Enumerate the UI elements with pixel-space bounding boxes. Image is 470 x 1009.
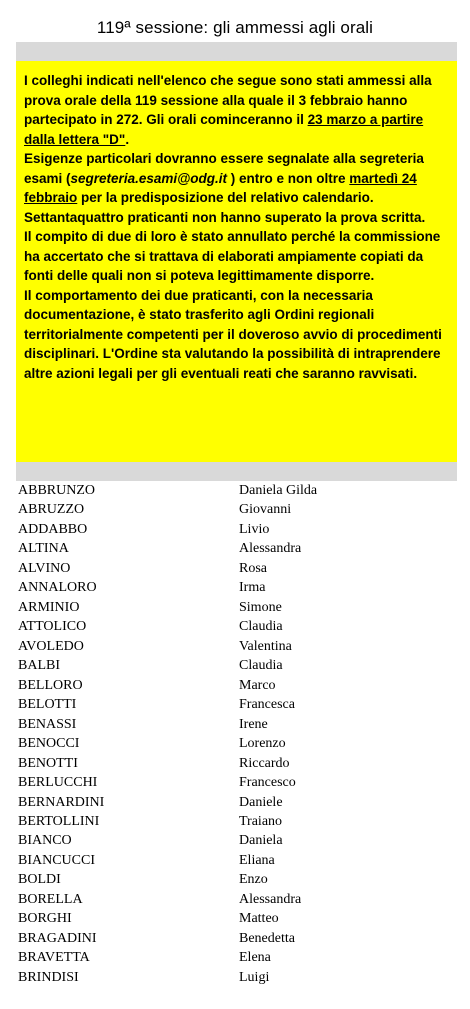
- list-item: [18, 598, 458, 617]
- first-name: Enzo: [239, 872, 268, 888]
- notice-box: [16, 61, 457, 462]
- notice-requests-text: Esigenze particolari dovranno essere segnalate alla segreteria esami (: [24, 151, 424, 186]
- first-name: Eliana: [239, 852, 275, 868]
- surname: BRAGADINI: [18, 930, 97, 946]
- first-name: Matteo: [239, 911, 279, 927]
- first-name: Elena: [239, 950, 271, 966]
- list-item: [18, 793, 458, 812]
- orals-start-date: 23 marzo a partire dalla lettera "D": [24, 112, 424, 147]
- surname: ARMINIO: [18, 599, 80, 615]
- list-item: [18, 890, 458, 909]
- surname: BIANCO: [18, 833, 72, 849]
- notice-admission-end: .: [125, 131, 130, 147]
- notice-paragraph-annulled: Il compito di due di loro è stato annullato perché la commissione ha accertato che si trattava di elaborati ampiamente copiati da fonti delle quali non si poteva legittimamente disporre.: [24, 229, 441, 283]
- first-name: Claudia: [239, 619, 283, 635]
- first-name: Giovanni: [239, 502, 292, 518]
- first-name: Marco: [239, 677, 276, 693]
- surname: BRAVETTA: [18, 950, 90, 966]
- list-item: [18, 773, 458, 792]
- surname: BORGHI: [18, 911, 72, 927]
- first-name: Livio: [239, 521, 270, 537]
- list-item: [18, 617, 458, 636]
- surname: ABBRUNZO: [18, 483, 96, 498]
- surname: BERLUCCHI: [18, 775, 98, 791]
- first-name: Luigi: [239, 969, 270, 985]
- surname: ATTOLICO: [18, 619, 87, 635]
- surname: BIANCUCCI: [18, 852, 96, 868]
- list-item: [18, 520, 458, 539]
- surname: BRINDISI: [18, 969, 79, 985]
- surname: BENOTTI: [18, 755, 78, 771]
- notice-admission-text: I colleghi indicati nell'elenco che segue sono stati ammessi alla prova orale della 119 sessione alla quale il 3 febbraio hanno partecipato in 272. Gli orali cominceranno il: [24, 73, 432, 127]
- notice-paragraph-requests: [24, 149, 449, 208]
- list-item: [18, 870, 458, 889]
- first-name: Francesca: [239, 697, 295, 713]
- first-name: Daniela: [239, 833, 283, 849]
- first-name: Lorenzo: [239, 736, 286, 752]
- surname: BELLORO: [18, 677, 83, 693]
- first-name: Irene: [239, 716, 268, 732]
- surname: BERTOLLINI: [18, 813, 100, 829]
- list-item: [18, 695, 458, 714]
- surname: BOLDI: [18, 872, 61, 888]
- secretariat-email-link[interactable]: segreteria.esami@odg.it: [70, 170, 228, 186]
- first-name: Alessandra: [239, 891, 302, 907]
- list-item: [18, 539, 458, 558]
- surname: BENASSI: [18, 716, 77, 732]
- first-name: Rosa: [239, 560, 267, 576]
- first-name: Riccardo: [239, 755, 290, 771]
- notice-requests-text-3: per la predisposizione del relativo calendario.: [77, 190, 374, 205]
- bottom-divider-bar: [16, 462, 457, 481]
- list-item: [18, 831, 458, 850]
- notice-paragraph-failed: Settantaquattro praticanti non hanno superato la prova scritta.: [24, 209, 426, 225]
- first-name: Alessandra: [239, 541, 302, 557]
- first-name: Irma: [239, 580, 266, 596]
- page-title: 119ª sessione: gli ammessi agli orali: [96, 18, 374, 37]
- surname: AVOLEDO: [18, 638, 84, 654]
- first-name: Francesco: [239, 775, 296, 791]
- top-divider-bar: [16, 42, 457, 61]
- surname: BALBI: [18, 658, 60, 674]
- surname: BERNARDINI: [18, 794, 105, 810]
- surname: BELOTTI: [18, 697, 77, 713]
- list-item: [18, 909, 458, 928]
- deadline-date: martedì 24 febbraio: [24, 170, 417, 205]
- list-item: [18, 754, 458, 773]
- surname: ALVINO: [18, 560, 71, 576]
- list-item: [18, 968, 458, 987]
- notice-requests-text-2: ) entro e non oltre: [227, 170, 350, 186]
- notice-paragraph-admission: [24, 71, 449, 149]
- admitted-list: [18, 481, 458, 987]
- first-name: Traiano: [239, 813, 283, 829]
- list-item: [18, 578, 458, 597]
- list-item: [18, 734, 458, 753]
- first-name: Daniele: [239, 794, 283, 810]
- list-item: [18, 715, 458, 734]
- first-name: Simone: [239, 599, 282, 615]
- notice-paragraph-disciplinary: Il comportamento dei due praticanti, con la necessaria documentazione, è stato trasferito agli Ordini regionali territorialmente competenti per il doveroso avvio di procedimenti disciplinari. L'Ordine sta valutando la possibilità di intraprendere altre azioni legali per gli eventuali reati che saranno ravvisati.: [24, 287, 442, 381]
- list-item: [18, 656, 458, 675]
- first-name: Daniela Gilda: [239, 483, 318, 498]
- surname: BENOCCI: [18, 736, 80, 752]
- surname: ALTINA: [18, 541, 69, 557]
- list-item: [18, 559, 458, 578]
- surname: ADDABBO: [18, 521, 88, 537]
- surname: BORELLA: [18, 891, 83, 907]
- list-item: [18, 851, 458, 870]
- list-item: [18, 948, 458, 967]
- list-item: [18, 481, 458, 500]
- first-name: Benedetta: [239, 930, 295, 946]
- list-item: [18, 500, 458, 519]
- list-item: [18, 637, 458, 656]
- list-item: [18, 812, 458, 831]
- surname: ABRUZZO: [18, 502, 85, 518]
- surname: ANNALORO: [18, 580, 97, 596]
- list-item: [18, 929, 458, 948]
- first-name: Claudia: [239, 658, 283, 674]
- first-name: Valentina: [239, 638, 292, 654]
- list-item: [18, 676, 458, 695]
